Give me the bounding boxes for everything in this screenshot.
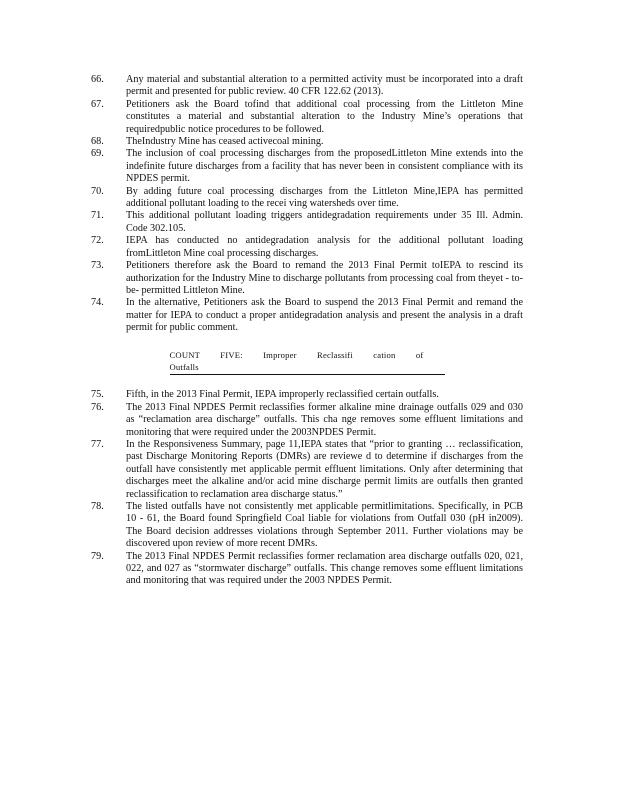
paragraph-number: 71. [91,210,104,222]
paragraph-text: In the alternative, Petitioners ask the Board to suspend the 2013 Final Permit and remand the matter for IEPA to conduct a proper antidegradation analysis and present the analysis in a draft permit for public comment. [126,297,523,334]
paragraph-78 [91,501,523,551]
paragraph-text: The listed outfalls have not consistently met applicable permitlimitations. Specifically, in PCB 10 - 61, the Board found Springfield Coal liable for violations from Outfall 030 (pH in2009). The Board decision addresses violations through September 2011. Further violations may be discovered upon review of more recent DMRs. [126,501,523,550]
paragraph-number: 79. [91,550,104,562]
paragraph-number: 69. [91,148,104,160]
paragraph-73 [91,260,523,297]
section-paragraphs-75-79 [91,389,523,588]
paragraph-72 [91,235,523,260]
paragraph-text: The inclusion of coal processing discharges from the proposedLittleton Mine extends into the indefinite future discharges from a facility that has never been in consistent compliance with its NPDES permit. [126,148,523,185]
section-paragraphs-66-74 [91,74,523,335]
paragraph-text: IEPA has conducted no antidegradation analysis for the additional pollutant loading fromLittleton Mine coal processing discharges. [126,235,523,259]
count-five-heading: COUNT FIVE: Improper Reclassifi cation of Outfalls [170,349,445,376]
paragraph-text: This additional pollutant loading triggers antidegradation requirements under 35 Ill. Admin. Code 302.105. [126,210,523,234]
paragraph-number: 67. [91,98,104,110]
paragraph-number: 76. [91,401,104,413]
paragraph-text: Any material and substantial alteration to a permitted activity must be incorporated into a draft permit and presented for public review. 40 CFR 122.62 (2013). [126,74,523,98]
paragraph-67 [91,99,523,136]
section-heading-container [91,349,523,376]
paragraph-71 [91,210,523,235]
paragraph-number: 68. [91,136,104,148]
paragraph-77 [91,439,523,501]
paragraph-number: 75. [91,389,104,401]
paragraph-text: The 2013 Final NPDES Permit reclassifies former reclamation area discharge outfalls 020, 021, 022, and 027 as “stormwater discharge” outfalls. This change removes some effluent limitations and monitoring that was required under the 2003 NPDES Permit. [126,550,523,587]
paragraph-text: Petitioners ask the Board tofind that additional coal processing from the Littleton Mine constitutes a material and substantial alteration to the Industry Mine’s operations that requiredpublic notice procedures to be followed. [126,98,523,135]
paragraph-69 [91,148,523,185]
paragraph-number: 72. [91,235,104,247]
document-body [91,74,523,588]
paragraph-number: 74. [91,297,104,309]
paragraph-number: 77. [91,438,104,450]
paragraph-text: By adding future coal processing discharges from the Littleton Mine,IEPA has permitted additional pollutant loading to the recei ving watersheds over time. [126,185,523,210]
paragraph-text: Fifth, in the 2013 Final Permit, IEPA improperly reclassified certain outfalls. [126,389,439,401]
paragraph-75 [91,389,523,401]
paragraph-number: 66. [91,74,104,85]
paragraph-68 [91,136,523,148]
paragraph-70 [91,186,523,211]
paragraph-79 [91,551,523,588]
paragraph-text: In the Responsiveness Summary, page 11,IEPA states that “prior to granting … reclassification, past Discharge Monitoring Reports (DMRs) are reviewe d to determine if discharges from the outfall have consistently met applicable permit effluent limitations. Only after determining that discharges meet the alkaline and/or acid mine discharge permit limits are outfalls then granted reclassification to reclamation area discharge status.” [126,438,523,500]
paragraph-text: The 2013 Final NPDES Permit reclassifies former alkaline mine drainage outfalls 029 and 030 as “reclamation area discharge” outfalls. This cha nge removes some effluent limitations and monitoring that were required under the 2003NPDES Permit. [126,401,523,438]
paragraph-74 [91,297,523,334]
paragraph-text: Petitioners therefore ask the Board to remand the 2013 Final Permit toIEPA to rescind its authorization for the Industry Mine to discharge pollutants from processing coal from theyet - to-be- permitted Littleton Mine. [126,260,523,296]
paragraph-number: 78. [91,501,104,512]
paragraph-number: 73. [91,260,104,272]
paragraph-66 [91,74,523,99]
paragraph-number: 70. [91,185,104,197]
paragraph-76 [91,402,523,439]
paragraph-text: TheIndustry Mine has ceased activecoal mining. [126,136,324,148]
